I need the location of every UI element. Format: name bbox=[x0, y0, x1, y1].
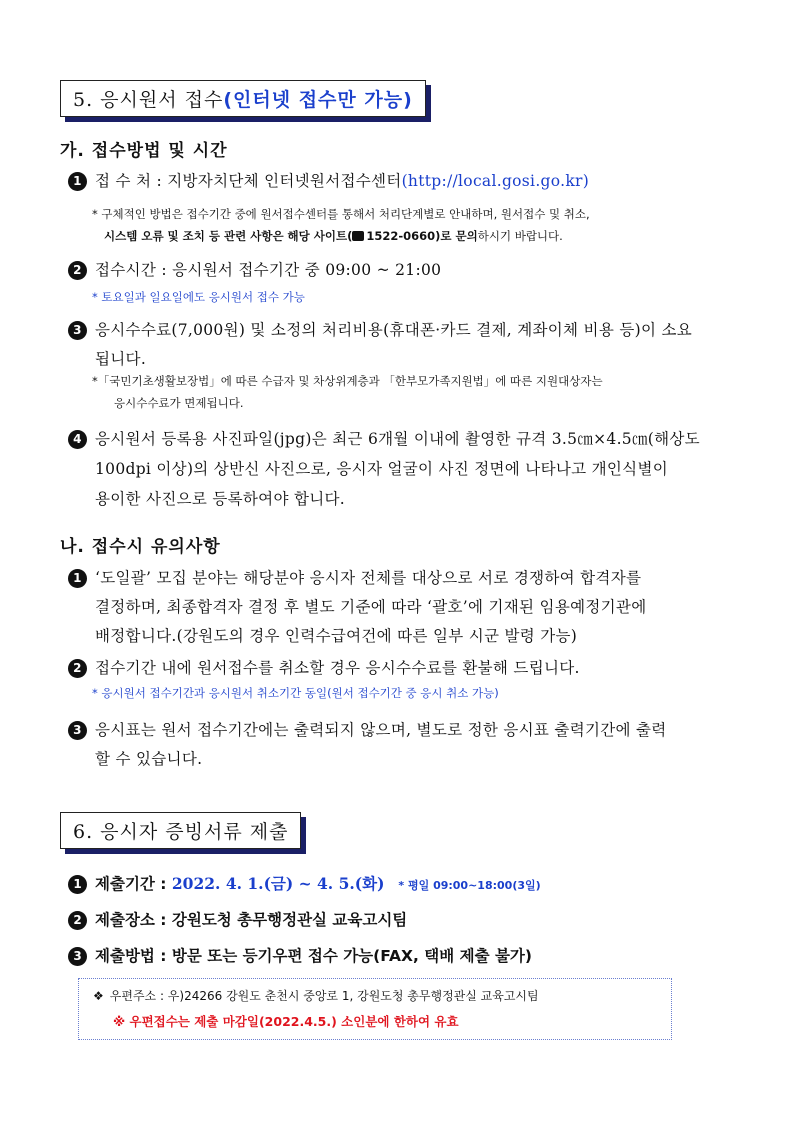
ga-item-3-note-1: *「국민기초생활보장법」에 따른 수급자 및 차상위계층과 「한부모가족지원법」에 따른 지원대상자는 bbox=[92, 374, 603, 388]
ga-item-2-text: 접수시간 : 응시원서 접수기간 중 09:00 ~ 21:00 bbox=[95, 261, 442, 279]
ga-item-1 bbox=[68, 167, 589, 196]
ga-item-4-line-2: 100dpi 이상)의 상반신 사진으로, 응시자 얼굴이 사진 정면에 나타나고 개인식별이 bbox=[95, 460, 668, 478]
section6-title-box bbox=[60, 812, 301, 849]
number-badge-2: 2 bbox=[68, 911, 87, 930]
number-badge-3: 3 bbox=[68, 321, 87, 340]
address-warning: ※ 우편접수는 제출 마감일(2022.4.5.) 소인분에 한하여 유효 bbox=[113, 1014, 459, 1029]
number-badge-4: 4 bbox=[68, 430, 87, 449]
na-item-1-line-2: 결정하며, 최종합격자 결정 후 별도 기준에 따라 ‘괄호’에 기재된 임용예정기관에 bbox=[95, 598, 647, 616]
s6-item-1-label: 제출기간 : bbox=[95, 875, 172, 893]
diamond-bullet-icon: ❖ bbox=[93, 989, 104, 1003]
phone-icon bbox=[352, 231, 364, 241]
na-item-2-text: 접수기간 내에 원서접수를 취소할 경우 응시수수료를 환불해 드립니다. bbox=[95, 659, 580, 677]
s6-item-1-note: * 평일 09:00~18:00(3일) bbox=[398, 879, 541, 892]
address-text: 우편주소 : 우)24266 강원도 춘천시 중앙로 1, 강원도청 총무행정관실 교육고시팀 bbox=[109, 989, 539, 1003]
address-box bbox=[78, 978, 672, 1040]
part-na-heading: 나. 접수시 유의사항 bbox=[60, 537, 221, 557]
number-badge-2: 2 bbox=[68, 261, 87, 280]
section5-title-box bbox=[60, 80, 426, 117]
na-item-2-note: * 응시원서 접수기간과 응시원서 취소기간 동일(원서 접수기간 중 응시 취소 가능) bbox=[92, 686, 499, 700]
number-badge-3: 3 bbox=[68, 721, 87, 740]
na-item-3-line-1: 응시표는 원서 접수기간에는 출력되지 않으며, 별도로 정한 응시표 출력기간에 출력 bbox=[95, 721, 667, 739]
section5-title-highlight: (인터넷 접수만 가능) bbox=[223, 89, 413, 111]
ga-item-2 bbox=[68, 256, 441, 285]
ga-item-1-phone: 1522-0660)로 문의 bbox=[366, 229, 478, 243]
number-badge-3: 3 bbox=[68, 947, 87, 966]
na-item-3 bbox=[68, 716, 744, 774]
ga-item-1-note-bold: 시스템 오류 및 조치 등 관련 사항은 해당 사이트( bbox=[104, 229, 353, 243]
s6-item-3-text: 제출방법 : 방문 또는 등기우편 접수 가능(FAX, 택배 제출 불가) bbox=[95, 947, 532, 965]
ga-item-4-line-1: 응시원서 등록용 사진파일(jpg)은 최근 6개월 이내에 촬영한 규격 3.5㎝×4.5㎝(해상도 bbox=[95, 430, 700, 448]
address-line bbox=[93, 987, 539, 1004]
ga-item-3 bbox=[68, 316, 744, 374]
ga-item-3-line-1: 응시수수료(7,000원) 및 소정의 처리비용(휴대폰·카드 결제, 계좌이체 비용 등)이 소요 bbox=[95, 321, 692, 339]
ga-item-3-note-2: 응시수수료가 면제됩니다. bbox=[114, 396, 244, 410]
na-item-2 bbox=[68, 654, 580, 683]
number-badge-1: 1 bbox=[68, 569, 87, 588]
s6-item-3 bbox=[68, 944, 532, 966]
ga-item-1-note-2 bbox=[104, 225, 563, 247]
ga-item-1-label: 접 수 처 : 지방자치단체 인터넷원서접수센터 bbox=[95, 172, 402, 190]
ga-item-3-line-2: 됩니다. bbox=[95, 350, 147, 368]
ga-item-1-url: (http://local.gosi.go.kr) bbox=[401, 172, 590, 190]
number-badge-1: 1 bbox=[68, 172, 87, 191]
na-item-1-line-1: ‘도일괄’ 모집 분야는 해당분야 응시자 전체를 대상으로 서로 경쟁하여 합격자를 bbox=[95, 569, 642, 587]
ga-item-2-note: * 토요일과 일요일에도 응시원서 접수 가능 bbox=[92, 290, 305, 304]
number-badge-1: 1 bbox=[68, 875, 87, 894]
s6-item-1-dates: 2022. 4. 1.(금) ~ 4. 5.(화) bbox=[171, 874, 385, 893]
s6-item-1 bbox=[68, 872, 541, 894]
ga-item-4-line-3: 용이한 사진으로 등록하여야 합니다. bbox=[95, 490, 346, 508]
ga-item-1-note-1: * 구체적인 방법은 접수기간 중에 원서접수센터를 통해서 처리단계별로 안내하며, 원서접수 및 취소, bbox=[92, 207, 590, 221]
part-ga-heading: 가. 접수방법 및 시간 bbox=[60, 141, 228, 161]
ga-item-4 bbox=[68, 424, 744, 514]
section6-title: 6. 응시자 증빙서류 제출 bbox=[73, 821, 289, 843]
number-badge-2: 2 bbox=[68, 659, 87, 678]
s6-item-2-text: 제출장소 : 강원도청 총무행정관실 교육고시팀 bbox=[95, 911, 408, 929]
ga-item-1-note-tail: 하시기 바랍니다. bbox=[477, 229, 563, 243]
na-item-3-line-2: 할 수 있습니다. bbox=[95, 750, 203, 768]
na-item-1 bbox=[68, 564, 744, 651]
na-item-1-line-3: 배정합니다.(강원도의 경우 인력수급여건에 따른 일부 시군 발령 가능) bbox=[95, 627, 578, 645]
section5-title-prefix: 5. 응시원서 접수 bbox=[73, 89, 224, 111]
s6-item-2 bbox=[68, 908, 407, 930]
